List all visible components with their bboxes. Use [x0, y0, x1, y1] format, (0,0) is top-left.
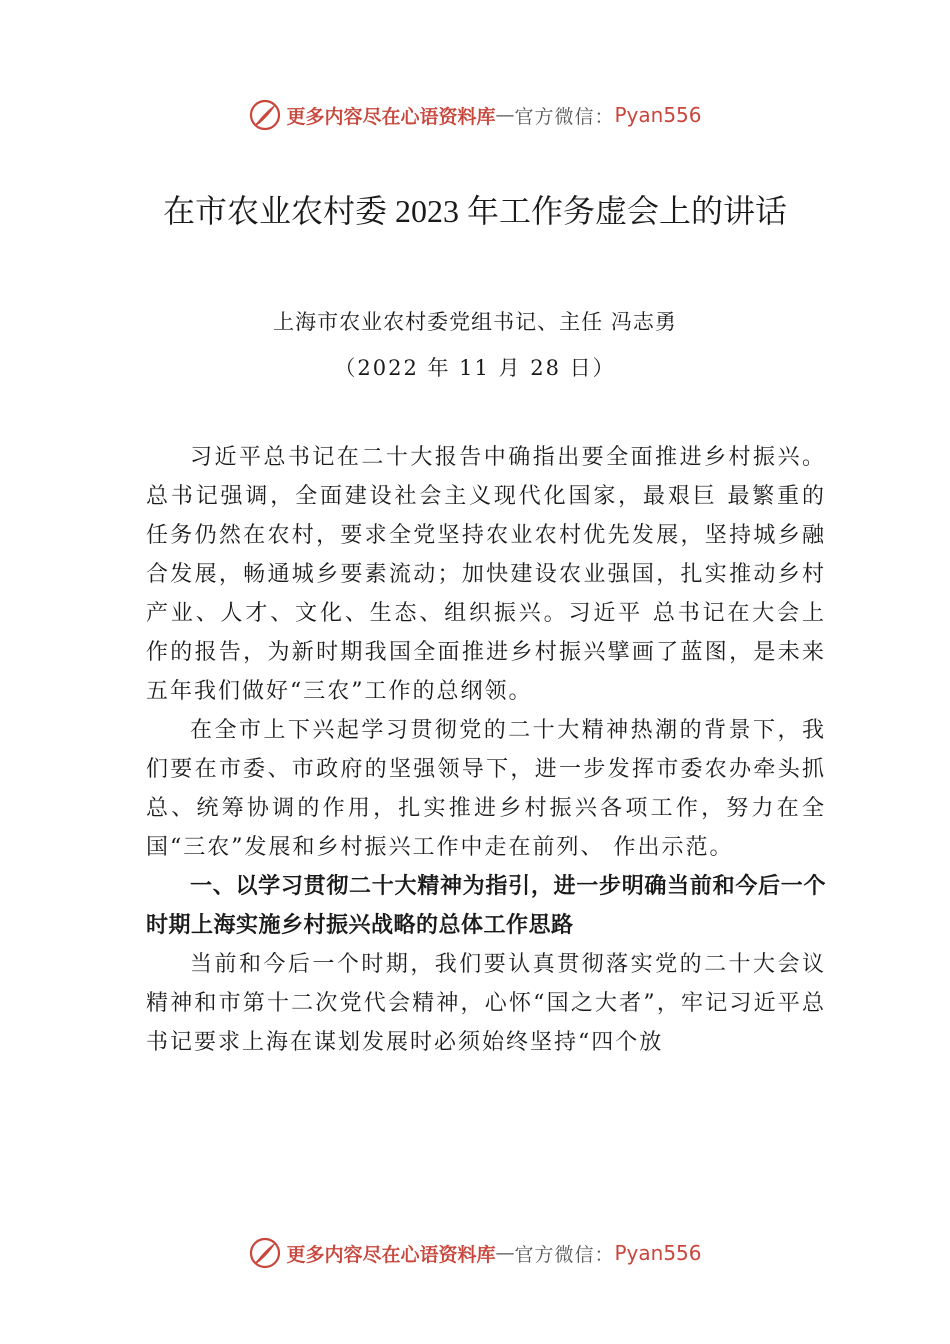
paragraph: 习近平总书记在二十大报告中确指出要全面推进乡村振兴。总书记强调，全面建设社会主义现代化国家，最艰巨 最繁重的任务仍然在农村，要求全党坚持农业农村优先发展，坚持城乡融合发展，畅通城乡要素流动；加快建设农业强国，扎实推动乡村产业、人才、文化、生态、组织振兴。习近平 总书记在大会上作的报告，为新时期我国全面推进乡村振兴擘画了蓝图，是未来五年我们做好“三农”工作的总纲领。: [146, 445, 826, 704]
document-author: 上海市农业农村委党组书记、主任 冯志勇: [273, 310, 677, 334]
separator: —: [495, 104, 515, 126]
document-title: 在市农业农村委 2023 年工作务虚会上的讲话: [162, 193, 787, 229]
wechat-label: 官方微信：: [514, 1243, 615, 1266]
separator: —: [495, 1242, 515, 1264]
wechat-id: Pyan556: [614, 1241, 702, 1265]
section-heading: 一、以学习贯彻二十大精神为指引，进一步明确当前和今后一个时期上海实施乡村振兴战略的总体工作思路: [146, 874, 826, 938]
footer-watermark: [0, 1233, 950, 1273]
library-name: 更多内容尽在心语资料库: [286, 1243, 496, 1266]
header-watermark: [0, 95, 950, 135]
paragraph: 当前和今后一个时期，我们要认真贯彻落实党的二十大会议精神和市第十二次党代会精神，心怀“国之大者”，牢记习近平总书记要求上海在谋划发展时必须始终坚持“四个放: [146, 952, 826, 1055]
wechat-id: Pyan556: [614, 103, 702, 127]
quill-logo-icon: [248, 98, 282, 132]
library-name: 更多内容尽在心语资料库: [286, 105, 496, 128]
document-date: （2022 年 11 月 28 日）: [334, 356, 616, 380]
wechat-label: 官方微信：: [514, 105, 615, 128]
document-body: [146, 438, 826, 1062]
quill-logo-icon: [248, 1236, 282, 1270]
paragraph: 在全市上下兴起学习贯彻党的二十大精神热潮的背景下，我们要在市委、市政府的坚强领导下，进一步发挥市委农办牵头抓总、统筹协调的作用，扎实推进乡村振兴各项工作，努力在全国“三农”发展和乡村振兴工作中走在前列、 作出示范。: [146, 718, 826, 860]
